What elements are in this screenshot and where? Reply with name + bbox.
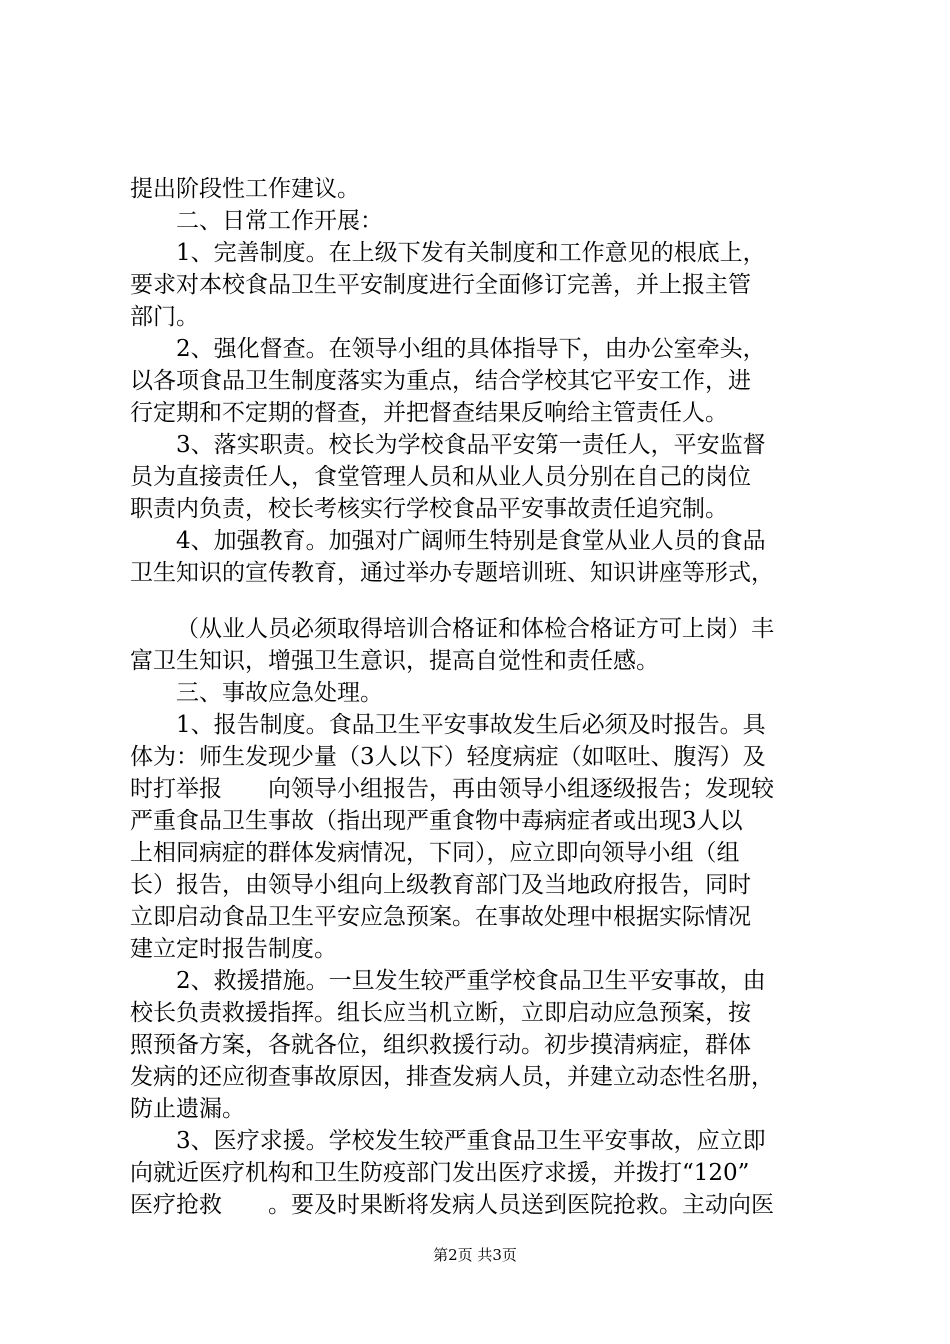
paragraph-line: 建立定时报告制度。 xyxy=(130,936,337,962)
paragraph-line: 卫生知识的宣传教育，通过举办专题培训班、知识讲座等形式， xyxy=(130,560,774,586)
paragraph-line: 照预备方案，各就各位，组织救援行动。初步摸清病症，群体 xyxy=(130,1032,751,1058)
paragraph-line: （从业人员必须取得培训合格证和体检合格证方可上岗）丰 xyxy=(176,616,774,642)
paragraph-line: 严重食品卫生事故（指出现严重食物中毒病症者或出现3人以 xyxy=(130,808,743,834)
paragraph-line: 提出阶段性工作建议。 xyxy=(130,176,360,202)
paragraph-line: 时打举报 向领导小组报告，再由领导小组逐级报告；发现较 xyxy=(130,776,774,802)
paragraph-line: 医疗抢救 。要及时果断将发病人员送到医院抢救。主动向医 xyxy=(130,1192,774,1218)
paragraph-line: 1、完善制度。在上级下发有关制度和工作意见的根底上， xyxy=(176,240,766,266)
page-footer: 第2页 共3页 xyxy=(433,1246,517,1264)
paragraph-line: 1、报告制度。食品卫生平安事故发生后必须及时报告。具 xyxy=(176,712,766,738)
paragraph-line: 防止遗漏。 xyxy=(130,1096,245,1122)
paragraph-line: 3、落实职责。校长为学校食品平安第一责任人，平安监督 xyxy=(176,432,766,458)
paragraph-line: 富卫生知识，增强卫生意识，提高自觉性和责任感。 xyxy=(130,648,659,674)
paragraph-line: 2、救援措施。一旦发生较严重学校食品卫生平安事故，由 xyxy=(176,968,766,994)
paragraph-line: 2、强化督查。在领导小组的具体指导下，由办公室牵头， xyxy=(176,336,766,362)
paragraph-line: 4、加强教育。加强对广阔师生特别是食堂从业人员的食品 xyxy=(176,528,766,554)
paragraph-line: 校长负责救援指挥。组长应当机立断，立即启动应急预案，按 xyxy=(130,1000,751,1026)
paragraph-line: 3、医疗求援。学校发生较严重食品卫生平安事故，应立即 xyxy=(176,1128,766,1154)
paragraph-line: 发病的还应彻查事故原因，排查发病人员，并建立动态性名册， xyxy=(130,1064,774,1090)
paragraph-line: 上相同病症的群体发病情况，下同），应立即向领导小组（组 xyxy=(130,840,740,866)
paragraph-line: 长）报告，由领导小组向上级教育部门及当地政府报告，同时 xyxy=(130,872,751,898)
section-heading: 二、日常工作开展： xyxy=(176,208,383,234)
paragraph-line: 行定期和不定期的督查，并把督查结果反响给主管责任人。 xyxy=(130,400,728,426)
section-heading: 三、事故应急处理。 xyxy=(176,680,383,706)
paragraph-line: 部门。 xyxy=(130,304,199,330)
paragraph-line: 体为：师生发现少量（3人以下）轻度病症（如呕吐、腹泻）及 xyxy=(130,744,766,770)
paragraph-line: 要求对本校食品卫生平安制度进行全面修订完善，并上报主管 xyxy=(130,272,751,298)
paragraph-line: 职责内负责，校长考核实行学校食品平安事故责任追究制。 xyxy=(130,496,728,522)
paragraph-line: 员为直接责任人，食堂管理人员和从业人员分别在自己的岗位 xyxy=(130,464,751,490)
paragraph-line: 向就近医疗机构和卫生防疫部门发出医疗求援，并拨打“120” xyxy=(130,1160,750,1186)
paragraph-line: 立即启动食品卫生平安应急预案。在事故处理中根据实际情况 xyxy=(130,904,751,930)
paragraph-line: 以各项食品卫生制度落实为重点，结合学校其它平安工作，进 xyxy=(130,368,751,394)
